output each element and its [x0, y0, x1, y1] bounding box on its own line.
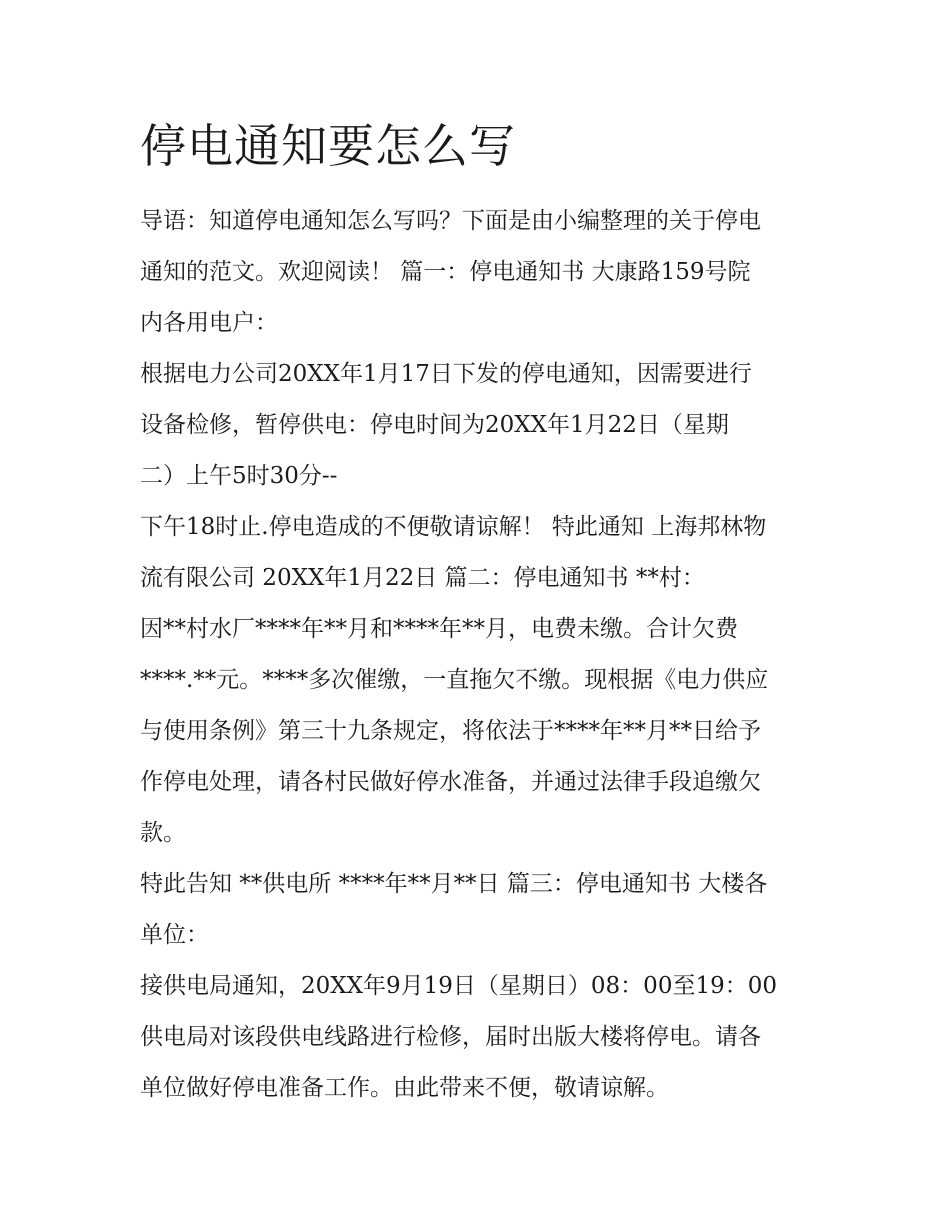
body-line: 单位：: [140, 922, 209, 948]
body-line: 款。: [140, 820, 186, 846]
body-line: 供电局对该段供电线路进行检修，届时出版大楼将停电。请各: [140, 1024, 761, 1050]
body-line: 根据电力公司20XX年1月17日下发的停电通知，因需要进行: [140, 361, 752, 387]
body-line: 与使用条例》第三十九条规定，将依法于****年**月**日给予: [140, 718, 761, 744]
body-line: 作停电处理，请各村民做好停水准备，并通过法律手段追缴欠: [140, 769, 761, 795]
body-line: 通知的范文。欢迎阅读！ 篇一：停电通知书 大康路159号院: [140, 259, 751, 285]
body-line: 因**村水厂****年**月和****年**月，电费未缴。合计欠费: [140, 616, 738, 642]
body-line: 下午18时止.停电造成的不便敬请谅解！ 特此通知 上海邦林物: [140, 514, 767, 540]
body-line: 流有限公司 20XX年1月22日 篇二：停电通知书 **村：: [140, 565, 705, 591]
body-line: 二）上午5时30分--: [140, 463, 338, 489]
body-line: 内各用电户：: [140, 310, 278, 336]
document-body: [140, 196, 830, 1114]
body-line: 设备检修，暂停供电：停电时间为20XX年1月22日（星期: [140, 412, 729, 438]
body-line: 特此告知 **供电所 ****年**月**日 篇三：停电通知书 大楼各: [140, 871, 768, 897]
body-line: 接供电局通知，20XX年9月19日（星期日）08：00至19：00: [140, 973, 777, 999]
document-title: 停电通知要怎么写: [140, 119, 516, 173]
body-line: ****.**元。****多次催缴，一直拖欠不缴。现根据《电力供应: [140, 667, 769, 693]
body-line: 导语：知道停电通知怎么写吗？下面是由小编整理的关于停电: [140, 208, 761, 234]
body-line: 单位做好停电准备工作。由此带来不便，敬请谅解。: [140, 1075, 669, 1101]
